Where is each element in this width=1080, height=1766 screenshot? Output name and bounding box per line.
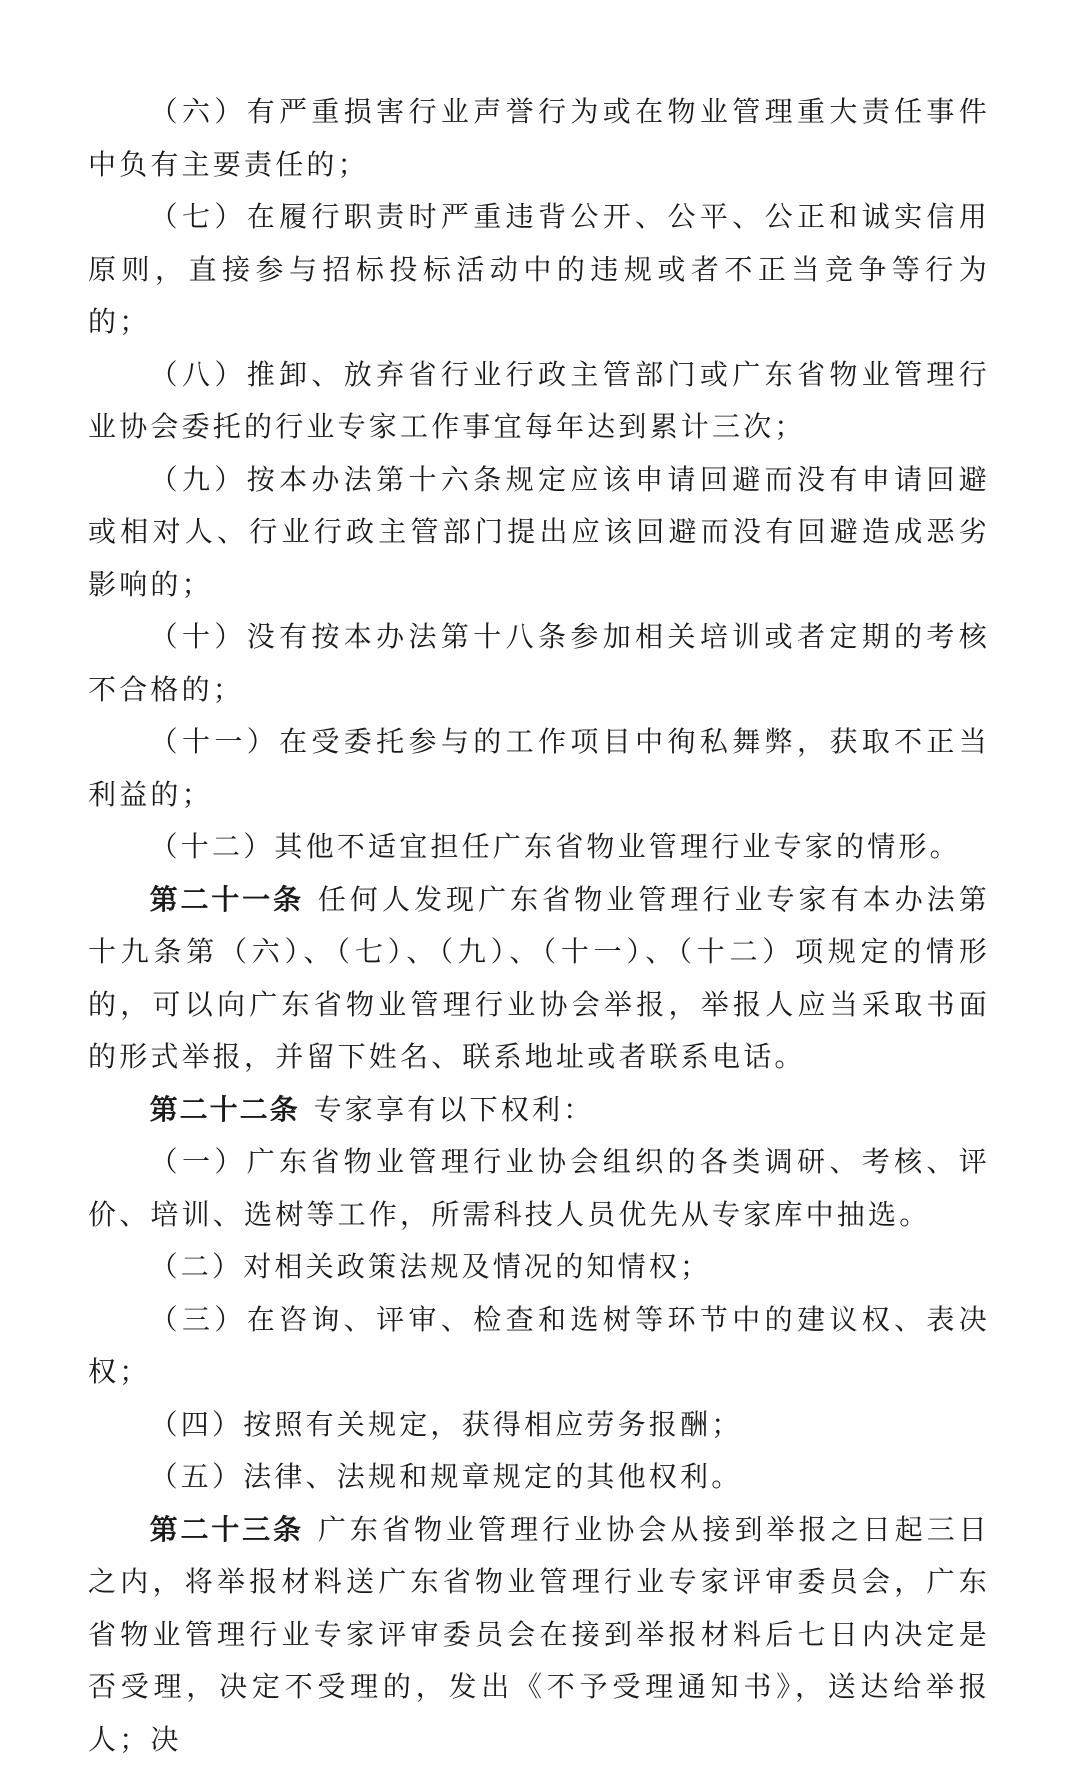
right-text: （四）按照有关规定，获得相应劳务报酬；: [150, 1408, 743, 1441]
document-body: [88, 86, 990, 1766]
right-5: [88, 1451, 990, 1504]
article-heading: 第二十一条: [150, 883, 304, 916]
article-heading: 第二十二条: [150, 1093, 300, 1126]
right-1: [88, 1136, 990, 1241]
article-text: 专家享有以下权利：: [314, 1093, 595, 1126]
right-3: [88, 1294, 990, 1399]
clause-12: [88, 821, 990, 874]
right-2: [88, 1241, 990, 1294]
article-22: [88, 1084, 990, 1137]
clause-text: （十）没有按本办法第十八条参加相关培训或者定期的考核不合格的；: [88, 620, 990, 706]
article-text: 任何人发现广东省物业管理行业专家有本办法第十九条第（六）、（七）、（九）、（十一）、（十二）项规定的情形的，可以向广东省物业管理行业协会举报，举报人应当采取书面的形式举报，并留下姓名、联系地址或者联系电话。: [88, 883, 990, 1074]
right-4: [88, 1399, 990, 1452]
clause-11: [88, 716, 990, 821]
clause-8: [88, 349, 990, 454]
clause-9: [88, 454, 990, 612]
clause-text: （九）按本办法第十六条规定应该申请回避而没有申请回避或相对人、行业行政主管部门提出应该回避而没有回避造成恶劣影响的；: [88, 463, 990, 601]
clause-text: （十一）在受委托参与的工作项目中徇私舞弊，获取不正当利益的；: [88, 725, 990, 811]
article-23: [88, 1504, 990, 1766]
clause-text: （八）推卸、放弃省行业行政主管部门或广东省物业管理行业协会委托的行业专家工作事宜每年达到累计三次；: [88, 358, 990, 444]
clause-6: [88, 86, 990, 191]
right-text: （五）法律、法规和规章规定的其他权利。: [150, 1460, 743, 1493]
article-21: [88, 874, 990, 1084]
right-text: （三）在咨询、评审、检查和选树等环节中的建议权、表决权；: [88, 1303, 990, 1389]
clause-text: （六）有严重损害行业声誉行为或在物业管理重大责任事件中负有主要责任的；: [88, 95, 990, 181]
right-text: （一）广东省物业管理行业协会组织的各类调研、考核、评价、培训、选树等工作，所需科技人员优先从专家库中抽选。: [88, 1145, 990, 1231]
clause-10: [88, 611, 990, 716]
article-heading: 第二十三条: [150, 1513, 304, 1546]
right-text: （二）对相关政策法规及情况的知情权；: [150, 1250, 712, 1283]
article-text: 广东省物业管理行业协会从接到举报之日起三日之内，将举报材料送广东省物业管理行业专家评审委员会，广东省物业管理行业专家评审委员会在接到举报材料后七日内决定是否受理，决定不受理的，发出《不予受理通知书》，送达给举报人；决: [88, 1513, 990, 1756]
clause-text: （十二）其他不适宜担任广东省物业管理行业专家的情形。: [150, 830, 961, 863]
clause-7: [88, 191, 990, 349]
clause-text: （七）在履行职责时严重违背公开、公平、公正和诚实信用原则，直接参与招标投标活动中的违规或者不正当竞争等行为的；: [88, 200, 990, 338]
